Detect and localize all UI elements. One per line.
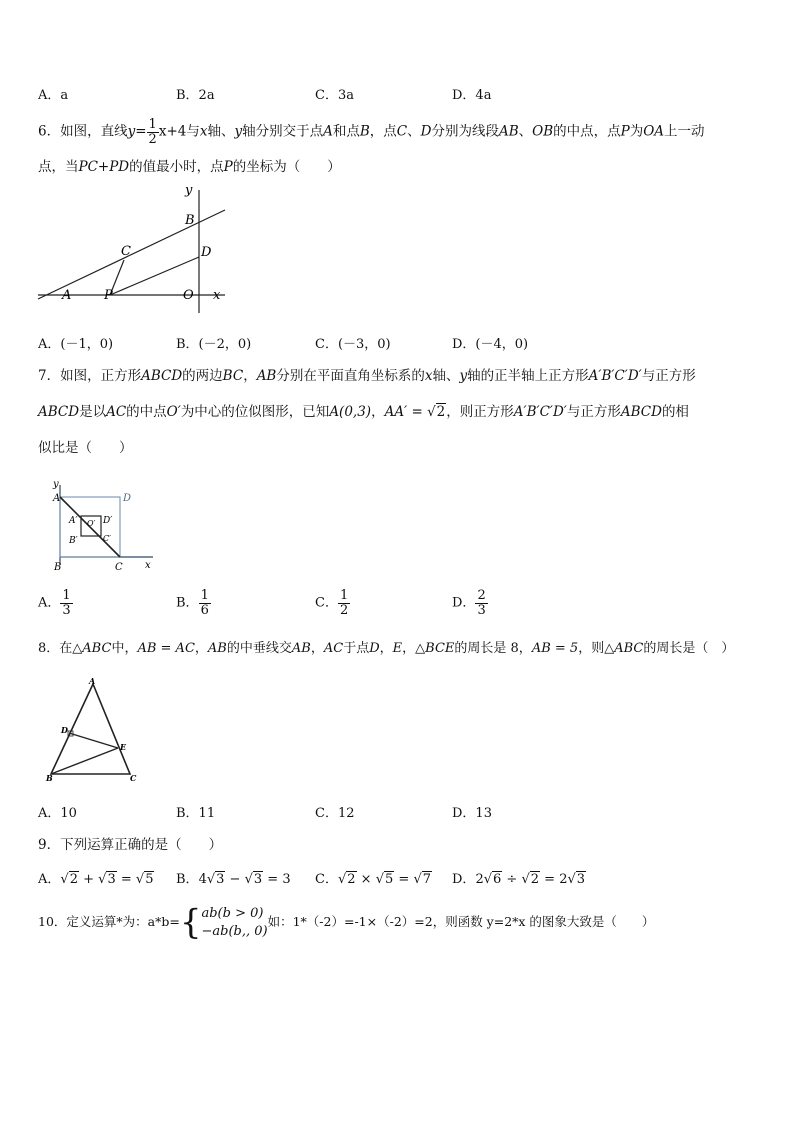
- frac-den: 2: [339, 602, 349, 618]
- q8-text: 中，: [111, 641, 138, 656]
- q6-text: 、: [518, 123, 533, 140]
- math-op: = 2: [540, 872, 568, 887]
- q8-label-c: C: [130, 773, 137, 783]
- q7-sqrt: √2: [427, 404, 446, 420]
- q6-var-y: y: [234, 123, 243, 140]
- q8-triangle: △ABC: [72, 641, 112, 656]
- q8-triangle: △BCE: [415, 641, 455, 656]
- q8-text: ，: [402, 641, 416, 656]
- radicand: 2: [530, 872, 540, 887]
- q8-option-c: C．12: [315, 806, 355, 821]
- q7-segment: AA′: [384, 404, 408, 420]
- radicand: 3: [253, 872, 263, 887]
- q10-text: 10．定义运算*为：a*b=: [38, 914, 180, 930]
- q7-text: 轴的正半轴上正方形: [467, 368, 589, 384]
- q6-text: 为: [629, 123, 644, 140]
- q6-label-a: A: [62, 288, 72, 303]
- q7-text: ，则正方形: [446, 404, 514, 420]
- q7-label-b: B: [54, 562, 62, 573]
- q7-stem-line2: [38, 400, 689, 420]
- q7-label-o-prime: O′: [87, 519, 96, 528]
- math-op: −: [225, 872, 245, 887]
- q6-option-b: B．(－2，0): [176, 337, 252, 352]
- q6-point: D: [420, 123, 432, 140]
- q6-stem-line2: [38, 155, 341, 175]
- q7-text: 的两边: [182, 368, 223, 384]
- q7-segment: AB: [256, 368, 277, 384]
- q7-square: ABCD: [141, 368, 183, 384]
- q5-option-c: C．3a: [315, 88, 354, 103]
- q7-text: 的相: [661, 404, 689, 420]
- q9-option-c: C．√2 × √5 = √7: [315, 872, 432, 887]
- q7-option-c: [315, 589, 350, 617]
- q7-text: 与正方形: [566, 404, 621, 420]
- q9-stem: 9．下列运算正确的是（ ）: [38, 837, 223, 853]
- q6-frac-num: 1: [148, 117, 157, 132]
- q7-var: y: [459, 368, 468, 384]
- q7-text: 轴、: [432, 368, 460, 384]
- q8-math: D: [369, 641, 380, 656]
- q7-square: ABCD: [620, 404, 662, 420]
- q8-triangle: △ABC: [604, 641, 644, 656]
- q7-text: 分别在平面直角坐标系的: [276, 368, 425, 384]
- q10-case-2: −ab(b,, 0): [201, 923, 268, 939]
- q6-eq: =: [135, 123, 147, 140]
- q8-math: AB: [291, 641, 311, 656]
- q6-var-y: y: [127, 123, 136, 140]
- q6-figure: [35, 180, 235, 315]
- radicand: 2: [69, 872, 78, 887]
- q7-stem-line1: [38, 364, 696, 384]
- q6-label-c: C: [121, 244, 131, 259]
- math-op: = 3: [263, 872, 291, 887]
- q8-number: 8．: [38, 641, 60, 656]
- q6-option-c: C．(－3，0): [315, 337, 391, 352]
- q7-option-fraction: [60, 589, 72, 617]
- radicand: 6: [493, 872, 502, 887]
- q7-text: 与正方形: [641, 368, 696, 384]
- q6-label-o: O: [183, 288, 194, 303]
- q6-label-b: B: [185, 213, 195, 228]
- q10-case-1: ab(b > 0): [201, 906, 264, 921]
- q8-option-a: A．10: [38, 806, 77, 821]
- q8-text: 于点: [343, 641, 370, 656]
- q8-figure: [38, 675, 148, 785]
- radicand: 3: [576, 872, 586, 887]
- radicand: 2: [347, 872, 356, 887]
- q7-option-fraction: [475, 589, 487, 617]
- q7-text: ，: [243, 368, 257, 384]
- q7-option-d: [452, 589, 488, 617]
- q7-text: ，: [371, 404, 385, 420]
- q9-option-label: D．: [452, 872, 476, 887]
- q7-radicand: 2: [436, 404, 446, 420]
- q9-option-label: B．: [176, 872, 199, 887]
- q7-option-fraction: [338, 589, 350, 617]
- q10-brace: {: [179, 902, 202, 943]
- q7-label-c: C: [115, 562, 123, 573]
- q6-label-x: x: [213, 288, 221, 303]
- frac-den: 3: [477, 602, 486, 618]
- q6-expression: PC+PD: [78, 159, 130, 175]
- q6-segment: OB: [532, 123, 554, 140]
- q6-text: 如图，直线: [60, 123, 128, 140]
- q6-text: 的中点，点: [553, 123, 621, 140]
- q6-segment: OA: [643, 123, 665, 140]
- q6-text: 轴分别交于点: [242, 123, 324, 140]
- q7-option-fraction: [199, 589, 211, 617]
- q6-text: 的值最小时，点: [129, 159, 224, 175]
- q7-text: 为中心的位似图形，已知: [180, 404, 330, 420]
- q6-point: C: [396, 123, 408, 140]
- q8-text: 的周长是 8，: [454, 641, 532, 656]
- q7-label-b-prime: B′: [69, 536, 78, 546]
- q8-math: AB: [207, 641, 227, 656]
- q10-text: 如：1*（-2）=-1×（-2）=2，则函数 y=2*x 的图象大致是（ ）: [267, 914, 655, 930]
- q6-text: x+4与: [158, 123, 200, 140]
- q6-text: 、: [407, 123, 421, 140]
- q7-figure: [45, 475, 160, 575]
- math-op: ÷: [502, 872, 522, 887]
- q8-text: 在: [59, 641, 73, 656]
- q6-frac-den: 2: [148, 131, 157, 147]
- q6-text: ，点: [369, 123, 397, 140]
- q7-label-a: A: [53, 493, 61, 504]
- math-part: 4: [198, 872, 207, 887]
- q6-label-p: P: [104, 288, 113, 303]
- q6-stem-line1: [38, 118, 705, 146]
- frac-den: 6: [200, 602, 209, 618]
- q8-perp-bisector: [69, 733, 118, 748]
- q8-text: ，: [310, 641, 324, 656]
- q7-square: A′B′C′D′: [588, 368, 642, 384]
- q8-label-d: D: [61, 725, 68, 735]
- q7-text: 是以: [79, 404, 107, 420]
- q7-coordinate: A(0,3): [329, 404, 372, 420]
- q6-option-d: D．(－4，0): [452, 337, 529, 352]
- q6-text: 上一动: [664, 123, 705, 140]
- q6-var-x: x: [199, 123, 208, 140]
- q6-point: B: [359, 123, 370, 140]
- q7-label-x: x: [145, 560, 151, 571]
- q7-label-y: y: [53, 479, 59, 490]
- frac-den: 3: [62, 602, 71, 618]
- q7-segment: AC: [106, 404, 127, 420]
- q7-number: 7．: [38, 368, 61, 384]
- q7-option-label: A．: [38, 595, 61, 611]
- frac-num: 1: [200, 588, 209, 603]
- q8-stem: [38, 637, 734, 656]
- q8-option-b: B．11: [176, 806, 216, 821]
- q5-option-a: A．a: [38, 88, 69, 103]
- math-part: 2: [475, 872, 484, 887]
- q6-number: 6．: [38, 123, 61, 140]
- q7-text: 的中点: [126, 404, 167, 420]
- q6-label-y: y: [185, 183, 193, 198]
- q10-stem: [38, 902, 655, 943]
- q8-text: ，: [379, 641, 393, 656]
- q7-text: 如图，正方形: [60, 368, 142, 384]
- q8-label-e: E: [120, 742, 127, 752]
- math-op: +: [78, 872, 99, 887]
- q8-text: 的中垂线交: [226, 641, 292, 656]
- q6-fraction: [147, 118, 159, 146]
- frac-num: 1: [339, 588, 349, 603]
- radicand: 7: [422, 872, 432, 887]
- q6-text: 和点: [332, 123, 360, 140]
- q9-option-a: A．√2 + √3 = √5: [38, 872, 154, 887]
- q7-label-c-prime: C′: [103, 534, 111, 543]
- frac-num: 2: [477, 588, 486, 603]
- radicand: 3: [216, 872, 225, 887]
- q8-text: 的周长是（ ）: [643, 641, 735, 656]
- q8-text: ，: [194, 641, 208, 656]
- q8-label-a: A: [89, 676, 96, 686]
- q7-option-b: [176, 589, 211, 617]
- q7-segment: BC: [222, 368, 244, 384]
- q7-label-a-prime: A′: [69, 516, 78, 526]
- q8-option-d: D．13: [452, 806, 492, 821]
- q7-square: A′B′C′D′: [513, 404, 567, 420]
- q7-eq: =: [407, 404, 428, 420]
- radicand: 3: [107, 872, 116, 887]
- q7-stem-line3: 似比是（ ）: [38, 440, 133, 456]
- q6-option-a: A．(－1，0): [38, 337, 114, 352]
- q9-option-b: B．4√3 − √3 = 3: [176, 872, 291, 887]
- frac-num: 1: [62, 588, 71, 603]
- q6-text: 分别为线段: [431, 123, 499, 140]
- q6-text: 的坐标为（ ）: [232, 159, 341, 175]
- q6-segment: AB: [498, 123, 519, 140]
- q9-option-d: D．2√6 ÷ √2 = 2√3: [452, 872, 586, 887]
- q8-math: AC: [323, 641, 344, 656]
- q7-option-label: C．: [315, 595, 338, 611]
- q6-point: P: [620, 123, 630, 140]
- q5-option-b: B．2a: [176, 88, 215, 103]
- q6-text: 轴、: [207, 123, 235, 140]
- q7-label-d-prime: D′: [103, 516, 113, 526]
- math-op: =: [116, 872, 136, 887]
- q6-point: P: [223, 159, 233, 175]
- math-op: ×: [356, 872, 376, 887]
- q7-var: x: [424, 368, 433, 384]
- q9-option-label: C．: [315, 872, 338, 887]
- q7-option-a: [38, 589, 73, 617]
- radicand: 5: [385, 872, 394, 887]
- q7-square: ABCD: [38, 404, 80, 420]
- q7-point: O′: [166, 404, 181, 420]
- q8-text: ，则: [578, 641, 605, 656]
- q6-text: 点，当: [38, 159, 79, 175]
- q9-option-label: A．: [38, 872, 61, 887]
- q7-option-label: D．: [452, 595, 476, 611]
- q8-label-b: B: [46, 773, 53, 783]
- q5-option-d: D．4a: [452, 88, 492, 103]
- q8-math: E: [392, 641, 403, 656]
- q7-label-d: D: [123, 493, 132, 504]
- q8-math: AB = AC: [137, 641, 195, 656]
- q6-point: A: [323, 123, 333, 140]
- q6-label-d: D: [201, 245, 212, 260]
- q10-cases: [201, 905, 267, 940]
- radicand: 5: [145, 872, 154, 887]
- math-op: =: [394, 872, 414, 887]
- q8-math: AB = 5: [531, 641, 579, 656]
- q7-option-label: B．: [176, 595, 199, 611]
